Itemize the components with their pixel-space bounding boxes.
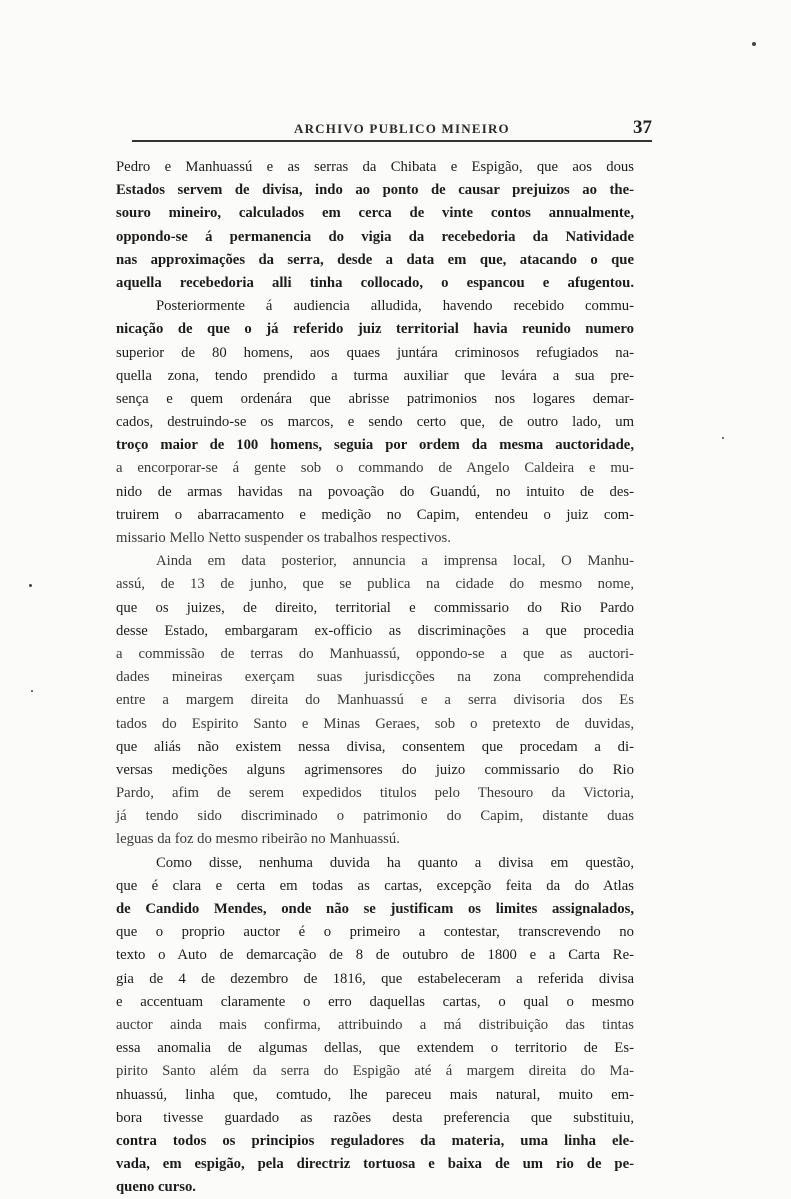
text-line: pirito Santo além da serra do Espigão até á margem direita do Ma-: [116, 1063, 634, 1080]
text-line: que aliás não existem nessa divisa, consentem que procedam a di-: [116, 738, 634, 755]
text-line: tados do Espirito Santo e Minas Geraes, sob o pretexto de duvidas,: [116, 715, 634, 732]
text-line: a commissão de terras do Manhuassú, oppondo-se a que as auctori-: [116, 645, 634, 662]
paragraph-2: [116, 295, 634, 550]
text-line: versas medições alguns agrimensores do juizo commissario do Rio: [116, 761, 634, 778]
text-line: de Candido Mendes, onde não se justificam os limites assignalados,: [116, 901, 634, 917]
header-rule: [132, 140, 652, 142]
body-text: [116, 156, 634, 1199]
text-line: queno curso.: [116, 1179, 196, 1196]
text-line: nhuassú, linha que, comtudo, lhe pareceu mais natural, muito em-: [116, 1086, 634, 1103]
text-line: auctor ainda mais confirma, attribuindo a má distribuição das tintas: [116, 1016, 634, 1033]
text-line: e accentuam claramente o erro daquellas cartas, o qual o mesmo: [116, 993, 634, 1010]
text-line: bora tivesse guardado as razões desta preferencia que substituiu,: [116, 1109, 634, 1126]
text-line: souro mineiro, calculados em cerca de vinte contos annualmente,: [116, 205, 634, 222]
text-line: truirem o abarracamento e medição no Capim, entendeu o juiz com-: [116, 506, 634, 523]
scan-speck: [29, 584, 32, 587]
text-line: nido de armas havidas na povoação do Guandú, no intuito de des-: [116, 483, 634, 500]
text-line: oppondo-se á permanencia do vigia da recebedoria da Natividade: [116, 228, 634, 245]
text-line: superior de 80 homens, aos quaes juntára criminosos refugiados na-: [116, 344, 634, 361]
text-line: dades mineiras exerçam suas jurisdicções na zona comprehendida: [116, 669, 634, 686]
text-line: Como disse, nenhuma duvida ha quanto a divisa em questão,: [156, 854, 634, 871]
text-line: Estados servem de divisa, indo ao ponto de causar prejuizos ao the-: [116, 182, 634, 199]
text-line: troço maior de 100 homens, seguia por ordem da mesma auctoridade,: [116, 437, 634, 454]
text-line: cados, destruindo-se os marcos, e sendo certo que, de outro lado, um: [116, 414, 634, 431]
scan-speck: [31, 690, 33, 692]
text-line: essa anomalia de algumas dellas, que extendem o territorio de Es-: [116, 1040, 634, 1057]
paragraph-3: [116, 550, 634, 851]
paragraph-1: [116, 156, 634, 295]
text-line: nicação de que o já referido juiz territorial havia reunido numero: [116, 321, 634, 338]
paragraph-4: [116, 852, 634, 1199]
text-line: entre a margem direita do Manhuassú e a serra divisoria dos Es: [116, 692, 634, 709]
text-line: que é clara e certa em todas as cartas, excepção feita da do Atlas: [116, 877, 634, 894]
text-line: nas approximações da serra, desde a data em que, atacando o que: [116, 251, 634, 268]
text-line: sença e quem ordenára que abrisse patrimonios nos logares demar-: [116, 390, 634, 407]
scan-speck: [722, 437, 724, 439]
text-line: leguas da foz do mesmo ribeirão no Manhuassú.: [116, 831, 400, 848]
page-header: [132, 117, 652, 143]
text-line: a encorporar-se á gente sob o commando de Angelo Caldeira e mu-: [116, 460, 634, 477]
text-line: Pardo, afim de serem expedidos titulos pelo Thesouro da Victoria,: [116, 785, 634, 802]
running-head: ARCHIVO PUBLICO MINEIRO: [294, 121, 510, 136]
text-line: Posteriormente á audiencia alludida, havendo recebido commu-: [156, 298, 634, 315]
text-line: gia de 4 de dezembro de 1816, que estabeleceram a referida divisa: [116, 970, 634, 987]
text-line: aquella recebedoria alli tinha collocado, o espancou e afugentou.: [116, 274, 634, 291]
text-line: missario Mello Netto suspender os trabalhos respectivos.: [116, 530, 451, 546]
scan-speck: [752, 42, 756, 46]
text-line: contra todos os principios reguladores da materia, uma linha ele-: [116, 1132, 634, 1149]
text-line: Pedro e Manhuassú e as serras da Chibata e Espigão, que aos dous: [116, 159, 634, 175]
text-line: desse Estado, embargaram ex-officio as discriminações a que procedia: [116, 622, 634, 639]
text-line: assú, de 13 de junho, que se publica na cidade do mesmo nome,: [116, 576, 634, 593]
text-line: que os juizes, de direito, territorial e commissario do Rio Pardo: [116, 599, 634, 616]
text-line: quella zona, tendo prendido a turma auxiliar que levára a sua pre-: [116, 367, 634, 384]
text-line: que o proprio auctor é o primeiro a contestar, transcrevendo no: [116, 924, 634, 941]
text-line: já tendo sido discriminado o patrimonio do Capim, distante duas: [116, 808, 634, 825]
text-line: Ainda em data posterior, annuncia a imprensa local, O Manhu-: [156, 553, 634, 570]
text-line: vada, em espigão, pela directriz tortuosa e baixa de um rio de pe-: [116, 1156, 634, 1173]
page-number: 37: [633, 117, 652, 138]
text-line: texto o Auto de demarcação de 8 de outubro de 1800 e a Carta Re-: [116, 947, 634, 964]
